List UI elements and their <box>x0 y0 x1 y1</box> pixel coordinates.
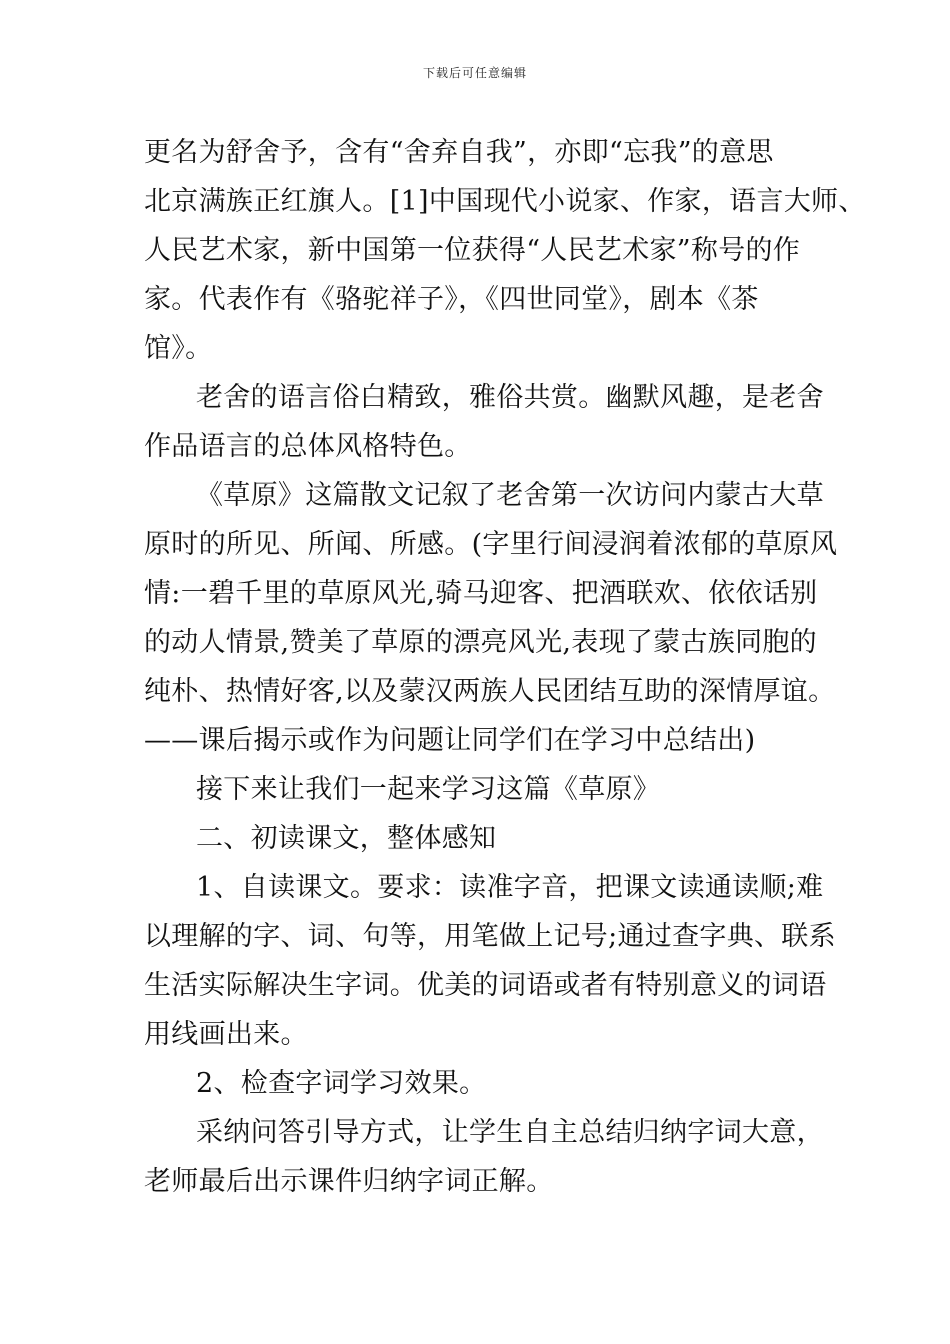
text-line: ——课后揭示或作为问题让同学们在学习中总结出) <box>144 725 756 756</box>
text-line: 原时的所见、所闻、所感。(字里行间浸润着浓郁的草原风 <box>144 529 838 560</box>
text-line: 2、检查字词学习效果。 <box>196 1068 487 1099</box>
text-line: 更名为舒舍予，含有“舍弃自我”，亦即“忘我”的意思 <box>144 137 774 168</box>
text-line: 采纳问答引导方式，让学生自主总结归纳字词大意， <box>196 1117 824 1148</box>
text-line: 的动人情景,赞美了草原的漂亮风光,表现了蒙古族同胞的 <box>144 627 817 658</box>
text-line: 馆》。 <box>144 333 213 364</box>
text-line: 生活实际解决生字词。优美的词语或者有特别意义的词语 <box>144 970 827 1001</box>
text-line: 作品语言的总体风格特色。 <box>144 431 472 462</box>
text-line: 家。代表作有《骆驼祥子》，《四世同堂》，剧本《茶 <box>144 284 759 315</box>
text-line: 老舍的语言俗白精致，雅俗共赏。幽默风趣，是老舍 <box>196 382 824 413</box>
text-line: 用线画出来。 <box>144 1019 308 1050</box>
section-heading: 二、初读课文，整体感知 <box>196 823 497 854</box>
text-line: 人民艺术家，新中国第一位获得“人民艺术家”称号的作 <box>144 235 801 266</box>
text-line: 以理解的字、词、句等，用笔做上记号;通过查字典、联系 <box>144 921 836 952</box>
text-line: 纯朴、热情好客,以及蒙汉两族人民团结互助的深情厚谊。 <box>144 676 836 707</box>
document-body <box>144 128 866 1206</box>
text-line: 情:一碧千里的草原风光,骑马迎客、把酒联欢、依依话别 <box>144 578 818 609</box>
text-line: 北京满族正红旗人。[1]中国现代小说家、作家，语言大师、 <box>144 186 866 217</box>
page-header-note: 下载后可任意编辑 <box>422 66 527 80</box>
text-line: 接下来让我们一起来学习这篇《草原》 <box>196 774 661 805</box>
text-line: 老师最后出示课件归纳字词正解。 <box>144 1166 554 1197</box>
text-line: 1、自读课文。要求：读准字音，把课文读通读顺;难 <box>196 872 824 903</box>
text-line: 《草原》这篇散文记叙了老舍第一次访问内蒙古大草 <box>196 480 824 511</box>
